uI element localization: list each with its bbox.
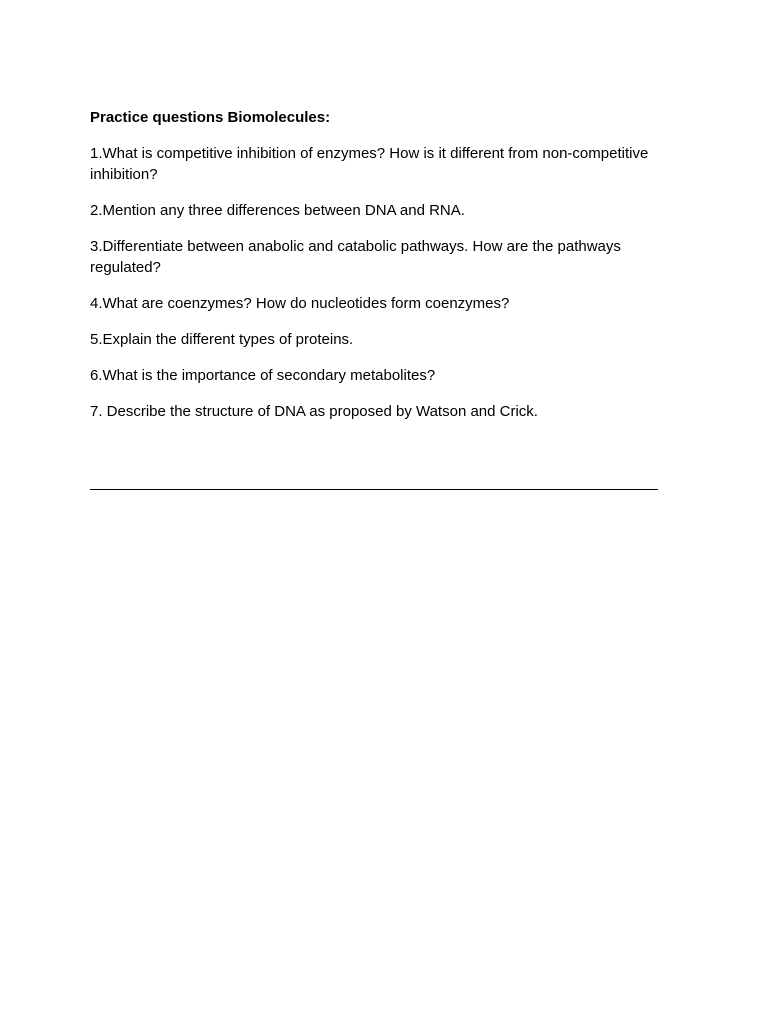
horizontal-divider bbox=[90, 489, 658, 490]
document-body bbox=[90, 108, 670, 437]
question-6: 6.What is the importance of secondary metabolites? bbox=[90, 367, 436, 384]
question-3: 3.Differentiate between anabolic and catabolic pathways. How are the pathways regulated? bbox=[90, 238, 621, 276]
question-5: 5.Explain the different types of proteins. bbox=[90, 331, 354, 348]
question-4: 4.What are coenzymes? How do nucleotides form coenzymes? bbox=[90, 295, 510, 312]
question-7: 7. Describe the structure of DNA as proposed by Watson and Crick. bbox=[90, 403, 538, 420]
document-title: Practice questions Biomolecules: bbox=[90, 109, 331, 126]
question-2: 2.Mention any three differences between DNA and RNA. bbox=[90, 202, 465, 219]
question-1: 1.What is competitive inhibition of enzymes? How is it different from non-competitive inhibition? bbox=[90, 145, 649, 183]
